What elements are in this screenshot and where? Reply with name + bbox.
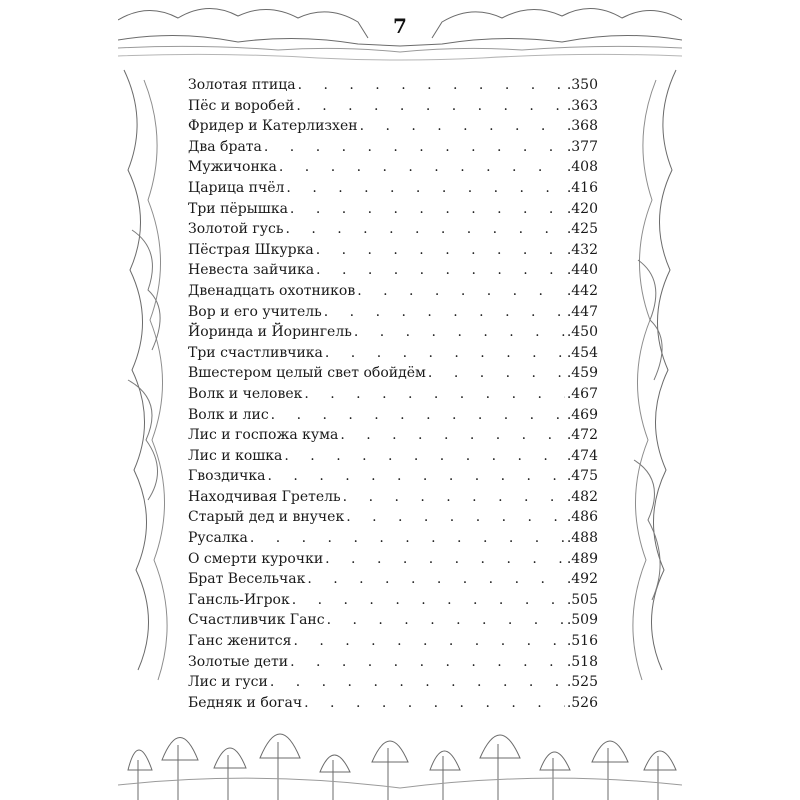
dot-leader xyxy=(286,178,564,199)
toc-entry xyxy=(188,281,598,302)
toc-entry xyxy=(188,652,598,673)
toc-entry-title: Золотой гусь xyxy=(188,221,284,238)
dot-leader xyxy=(285,219,564,240)
toc-entry xyxy=(188,240,598,261)
toc-entry-page: .482 xyxy=(566,488,598,505)
dot-leader xyxy=(304,384,564,405)
toc-entry-page: .488 xyxy=(566,530,598,547)
toc-entry-title: Золотая птица xyxy=(188,77,296,93)
toc-entry-title: Лис и госпожа кума xyxy=(188,427,339,444)
dot-leader xyxy=(357,281,565,302)
toc-entry-title: Старый дед и внучек xyxy=(188,509,345,526)
dot-leader xyxy=(360,116,565,137)
toc-entry xyxy=(188,672,598,693)
dot-leader xyxy=(279,157,565,178)
toc-entry-page: .363 xyxy=(566,97,598,114)
toc-entry-page: .472 xyxy=(566,427,598,444)
dot-leader xyxy=(325,343,565,364)
toc-entry-page: .486 xyxy=(566,509,598,526)
toc-entry-page: .525 xyxy=(566,674,598,691)
book-page xyxy=(118,0,682,800)
toc-entry-title: Лис и кошка xyxy=(188,447,283,464)
toc-entry-page: .509 xyxy=(566,612,598,629)
toc-entry xyxy=(188,199,598,220)
toc-entry-title: Вшестером целый свет обойдём xyxy=(188,365,426,382)
dot-leader xyxy=(354,322,565,343)
toc-entry xyxy=(188,219,598,240)
toc-entry-title: Волк и лис xyxy=(188,406,269,423)
toc-entry xyxy=(188,507,598,528)
toc-entry-title: Лис и гуси xyxy=(188,674,268,691)
toc-entry xyxy=(188,610,598,631)
toc-entry-page: .505 xyxy=(566,591,598,608)
dot-leader xyxy=(316,240,565,261)
toc-entry-page: .454 xyxy=(566,344,598,361)
toc-entry-title: Царица пчёл xyxy=(188,179,285,196)
dot-leader xyxy=(307,569,564,590)
toc-entry-title: Счастливчик Ганс xyxy=(188,612,325,629)
dot-leader xyxy=(250,528,565,549)
dot-leader xyxy=(270,672,565,693)
toc-entry-title: Мужичонка xyxy=(188,159,277,176)
toc-entry xyxy=(188,693,598,714)
toc-entry xyxy=(188,569,598,590)
toc-entry-title: Гвоздичка xyxy=(188,468,266,485)
toc-entry xyxy=(188,384,598,405)
table-of-contents xyxy=(188,75,598,713)
toc-entry-page: .489 xyxy=(566,550,598,567)
toc-entry-title: Брат Весельчак xyxy=(188,571,306,588)
toc-entry-title: Находчивая Гретель xyxy=(188,488,341,505)
dot-leader xyxy=(324,302,565,323)
dot-leader xyxy=(316,260,565,281)
toc-entry-page: .350 xyxy=(566,77,598,93)
toc-entry-title: Фридер и Катерлизхен xyxy=(188,118,358,135)
toc-entry-title: Русалка xyxy=(188,530,248,547)
dot-leader xyxy=(284,446,564,467)
toc-entry-page: .420 xyxy=(566,200,598,217)
toc-entry-page: .368 xyxy=(566,118,598,135)
toc-entry xyxy=(188,302,598,323)
dot-leader xyxy=(428,363,565,384)
toc-entry-page: .447 xyxy=(566,303,598,320)
toc-entry xyxy=(188,549,598,570)
toc-entry xyxy=(188,260,598,281)
dot-leader xyxy=(268,466,565,487)
dot-leader xyxy=(290,652,565,673)
toc-entry xyxy=(188,137,598,158)
toc-entry xyxy=(188,75,598,96)
toc-entry xyxy=(188,631,598,652)
toc-entry-page: .408 xyxy=(566,159,598,176)
toc-entry xyxy=(188,590,598,611)
toc-entry-page: .475 xyxy=(566,468,598,485)
toc-entry xyxy=(188,405,598,426)
toc-entry-title: О смерти курочки xyxy=(188,550,324,567)
dot-leader xyxy=(327,610,565,631)
toc-entry-page: .526 xyxy=(566,694,598,711)
toc-entry xyxy=(188,116,598,137)
toc-entry-page: .516 xyxy=(566,633,598,650)
dot-leader xyxy=(264,137,565,158)
toc-entry-page: .467 xyxy=(566,385,598,402)
toc-entry-page: .450 xyxy=(566,324,598,341)
toc-entry-page: .440 xyxy=(566,262,598,279)
toc-entry xyxy=(188,96,598,117)
page-number: 7 xyxy=(393,14,407,38)
toc-entry-page: .518 xyxy=(566,653,598,670)
toc-entry-page: .432 xyxy=(566,241,598,258)
dot-leader xyxy=(271,405,565,426)
toc-entry-title: Невеста зайчика xyxy=(188,262,315,279)
toc-entry-page: .469 xyxy=(566,406,598,423)
toc-entry-page: .459 xyxy=(566,365,598,382)
toc-entry-title: Золотые дети xyxy=(188,653,289,670)
toc-entry xyxy=(188,157,598,178)
toc-entry-title: Гансль-Игрок xyxy=(188,591,290,608)
toc-entry-page: .416 xyxy=(566,179,598,196)
toc-entry-title: Волк и человек xyxy=(188,385,303,402)
toc-entry-title: Ганс женится xyxy=(188,633,292,650)
toc-entry-page: .474 xyxy=(566,447,598,464)
toc-entry-title: Двенадцать охотников xyxy=(188,282,356,299)
toc-entry-title: Пёстрая Шкурка xyxy=(188,241,314,258)
toc-entry-title: Три пёрышка xyxy=(188,200,288,217)
toc-entry-title: Два брата xyxy=(188,138,262,155)
toc-entry-page: .442 xyxy=(566,282,598,299)
dot-leader xyxy=(298,75,565,96)
toc-entry-title: Йоринда и Йорингель xyxy=(188,324,352,341)
toc-entry-page: .492 xyxy=(566,571,598,588)
toc-entry xyxy=(188,466,598,487)
dot-leader xyxy=(340,425,564,446)
toc-entry xyxy=(188,322,598,343)
toc-entry-title: Три счастливчика xyxy=(188,344,323,361)
toc-entry-title: Бедняк и богач xyxy=(188,694,303,711)
toc-entry-page: .377 xyxy=(566,138,598,155)
dot-leader xyxy=(325,549,565,570)
dot-leader xyxy=(346,507,565,528)
dot-leader xyxy=(292,590,565,611)
dot-leader xyxy=(296,96,565,117)
dot-leader xyxy=(290,199,565,220)
dot-leader xyxy=(293,631,564,652)
toc-entry xyxy=(188,528,598,549)
toc-entry xyxy=(188,425,598,446)
toc-entry-title: Пёс и воробей xyxy=(188,97,295,114)
toc-entry xyxy=(188,343,598,364)
toc-entry-page: .425 xyxy=(566,221,598,238)
toc-entry xyxy=(188,446,598,467)
toc-entry xyxy=(188,487,598,508)
dot-leader xyxy=(343,487,565,508)
toc-entry-title: Вор и его учитель xyxy=(188,303,322,320)
toc-entry xyxy=(188,178,598,199)
dot-leader xyxy=(304,693,565,714)
toc-entry xyxy=(188,363,598,384)
